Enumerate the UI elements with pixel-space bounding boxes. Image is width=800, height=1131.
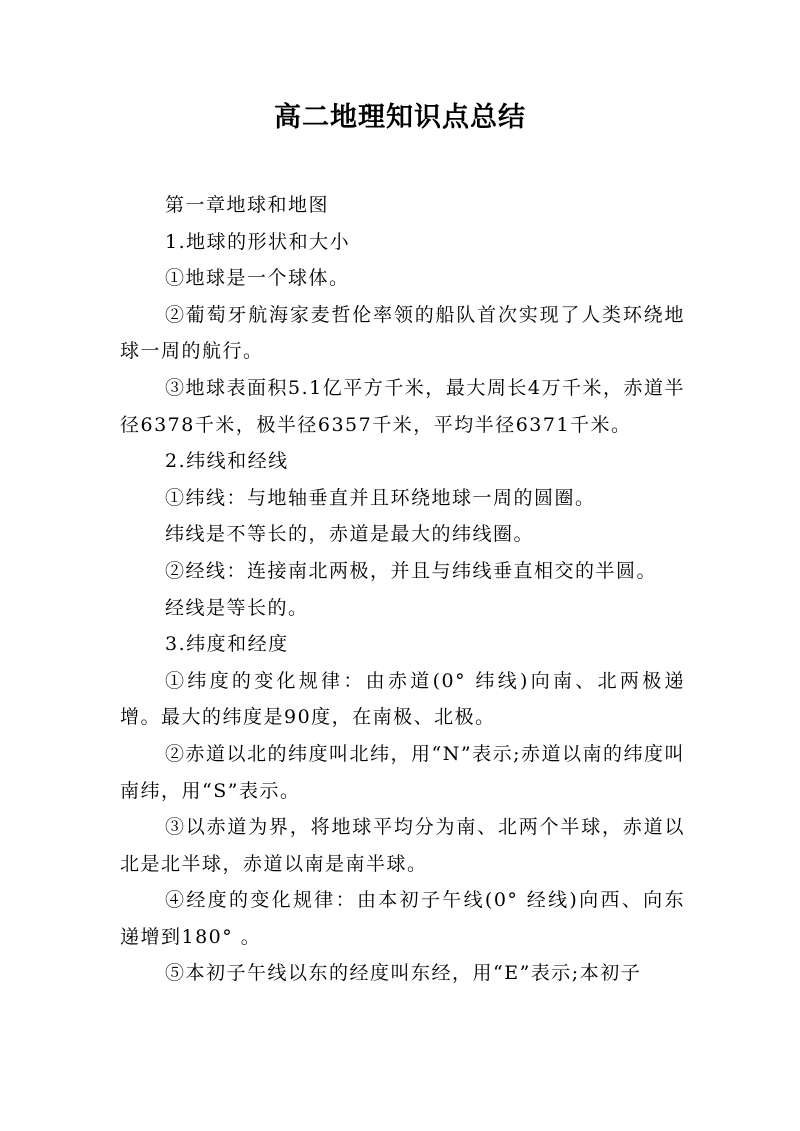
document-body [120, 187, 685, 992]
paragraph-section-2-heading: 2.纬线和经线 [165, 450, 289, 473]
paragraph: ④经度的变化规律：由本初子午线(0° 经线)向西、向东递增到180° 。 [120, 889, 685, 948]
paragraph: ⑤本初子午线以东的经度叫东经，用“E”表示;本初子 [165, 962, 642, 985]
paragraph: ③地球表面积5.1亿平方千米，最大周长4万千米，赤道半径6378千米，极半径6357千米，平均半径6371千米。 [120, 376, 685, 436]
document-title: 高二地理知识点总结 [274, 102, 526, 133]
paragraph: ③以赤道为界，将地球平均分为南、北两个半球，赤道以北是北半球，赤道以南是南半球。 [120, 816, 685, 875]
paragraph: ②经线：连接南北两极，并且与纬线垂直相交的半圆。 [165, 559, 658, 582]
paragraph: 纬线是不等长的，赤道是最大的纬线圈。 [165, 523, 535, 546]
paragraph-section-3-heading: 3.纬度和经度 [165, 633, 289, 656]
paragraph: ①纬度的变化规律：由赤道(0° 纬线)向南、北两极递增。最大的纬度是90度，在南极、北极。 [120, 669, 685, 729]
paragraph: ①纬线：与地轴垂直并且环绕地球一周的圆圈。 [165, 486, 596, 509]
paragraph: 经线是等长的。 [165, 596, 309, 619]
paragraph-section-1-heading: 1.地球的形状和大小 [165, 230, 351, 253]
paragraph: ②赤道以北的纬度叫北纬，用“N”表示;赤道以南的纬度叫南纬，用“S”表示。 [120, 742, 685, 802]
paragraph: ①地球是一个球体。 [165, 267, 350, 290]
paragraph-chapter-heading: 第一章地球和地图 [165, 194, 330, 216]
paragraph: ②葡萄牙航海家麦哲伦率领的船队首次实现了人类环绕地球一周的航行。 [120, 303, 685, 363]
